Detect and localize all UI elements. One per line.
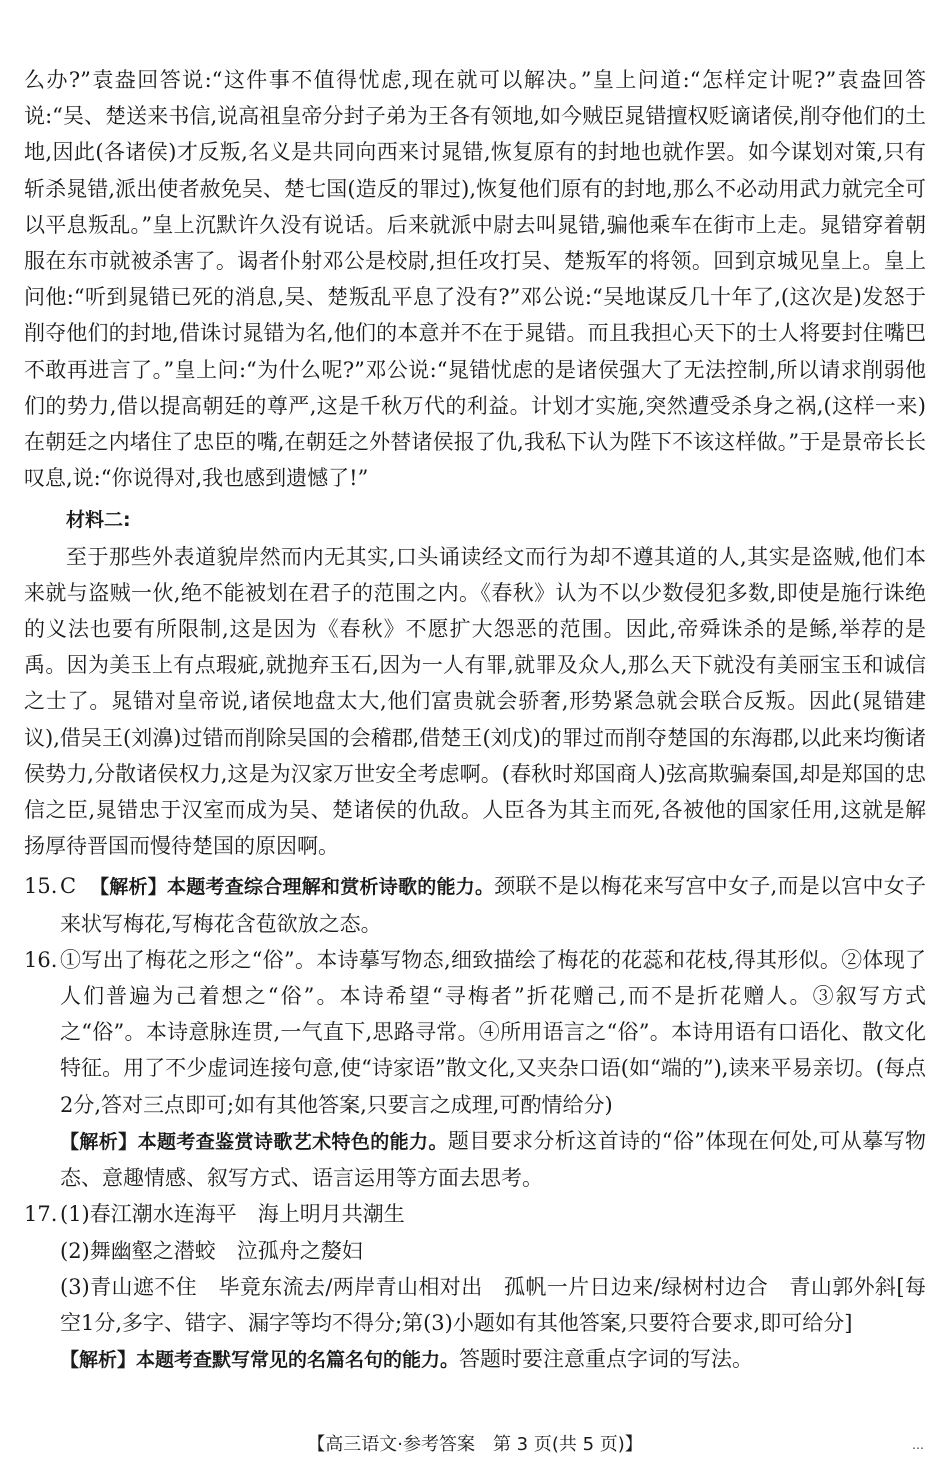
question-15-ability: 本题考查综合理解和赏析诗歌的能力。 [166, 876, 495, 899]
answer-page [24, 62, 926, 1378]
question-16-ability: 本题考查鉴赏诗歌艺术特色的能力。 [137, 1130, 448, 1153]
analysis-tag: 【解析】 [60, 1130, 138, 1153]
question-17-line-2: (2)舞幽壑之潜蛟 泣孤舟之嫠妇 [60, 1238, 363, 1263]
corner-mark: … [912, 1438, 924, 1452]
question-15-number: 15. [24, 874, 58, 899]
question-16-analysis: 题目要求分析这首诗的“俗”体现在何处,可从摹写物态、意趣情感、叙写方式、语言运用等方面去思考。 [60, 1128, 926, 1191]
question-17-line-1: (1)春江潮水连海平 海上明月共潮生 [60, 1202, 405, 1227]
material1-translation: 么办?”袁盎回答说:“这件事不值得忧虑,现在就可以解决。”皇上问道:“怎样定计呢?”袁盎回答说:“吴、楚送来书信,说高祖皇帝分封子弟为王各有领地,如今贼臣晁错擅权贬谪诸侯,削夺他们的土地,因此(各诸侯)才反叛,名义是共同向西来讨晁错,恢复原有的封地也就作罢。如今谋划对策,只有斩杀晁错,派出使者赦免吴、楚七国(造反的罪过),恢复他们原有的封地,那么不必动用武力就完全可以平息叛乱。”皇上沉默许久没有说话。后来就派中尉去叫晁错,骗他乘车在街市上走。晁错穿着朝服在东市就被杀害了。谒者仆射邓公是校尉,担任攻打吴、楚叛军的将领。回到京城见皇上。皇上问他:“听到晁错已死的消息,吴、楚叛乱平息了没有?”邓公说:“吴地谋反几十年了,(这次是)发怒于削夺他们的封地,借诛讨晁错为名,他们的本意并不在于晁错。而且我担心天下的士人将要封住嘴巴不敢再进言了。”皇上问:“为什么呢?”邓公说:“晁错忧虑的是诸侯强大了无法控制,所以请求削弱他们的势力,借以提高朝廷的尊严,这是千秋万代的利益。计划才实施,突然遭受杀身之祸,(这样一来)在朝廷之内堵住了忠臣的嘴,在朝廷之外替诸侯报了仇,我私下认为陛下不该这样做。”于是景帝长长叹息,说:“你说得对,我也感到遗憾了!” [24, 68, 926, 491]
question-16-number: 16. [24, 947, 58, 972]
question-17-number: 17. [24, 1202, 58, 1227]
question-16-answer: ①写出了梅花之形之“俗”。本诗摹写物态,细致描绘了梅花的花蕊和花枝,得其形似。②体现了人们普遍为己着想之“俗”。本诗希望“寻梅者”折花赠己,而不是折花赠人。③叙写方式之“俗”。本诗意脉连贯,一气直下,思路寻常。④所用语言之“俗”。本诗用语有口语化、散文化特征。用了不少虚词连接句意,使“诗家语”散文化,又夹杂口语(如“端的”),读来平易亲切。(每点2分,答对三点即可;如有其他答案,只要言之成理,可酌情给分) [60, 947, 926, 1117]
question-15 [24, 868, 926, 941]
question-17 [24, 1196, 926, 1378]
analysis-tag: 【解析】 [60, 1349, 137, 1372]
question-17-analysis: 答题时要注意重点字词的写法。 [459, 1347, 754, 1372]
material2-translation: 至于那些外表道貌岸然而内无其实,口头诵读经文而行为却不遵其道的人,其实是盗贼,他们本来就与盗贼一伙,绝不能被划在君子的范围之内。《春秋》认为不以少数侵犯多数,即使是施行诛绝的义法也要有所限制,这是因为《春秋》不愿扩大怨恶的范围。因此,帝舜诛杀的是鲧,举荐的是禹。因为美玉上有点瑕疵,就抛弃玉石,因为一人有罪,就罪及众人,那么天下就没有美丽宝玉和诚信之士了。晁错对皇帝说,诸侯地盘太大,他们富贵就会骄奢,形势紧急就会联合反叛。因此(晁错建议),借吴王(刘濞)过错而削除吴国的会稽郡,借楚王(刘戊)的罪过而削夺楚国的东海郡,以此来均衡诸侯势力,分散诸侯权力,这是为汉家万世安全考虑啊。(春秋时郑国商人)弦高欺骗秦国,却是郑国的忠信之臣,晁错忠于汉室而成为吴、楚诸侯的仇敌。人臣各为其主而死,各被他的国家任用,这就是解扬厚待晋国而慢待楚国的原因啊。 [24, 544, 926, 859]
page-footer: 【高三语文·参考答案 第 3 页(共 5 页)】 [307, 1434, 643, 1455]
analysis-tag: 【解析】 [89, 876, 167, 899]
question-15-answer: C [60, 874, 77, 899]
question-17-ability: 本题考查默写常见的名篇名句的能力。 [136, 1349, 460, 1372]
material2-heading: 材料二: [66, 509, 131, 532]
question-15-analysis: 颈联不是以梅花来写宫中女子,而是以宫中女子来状写梅花,写梅花含苞欲放之态。 [60, 874, 926, 936]
question-16 [24, 942, 926, 1196]
question-17-line-3: (3)青山遮不住 毕竟东流去/两岸青山相对出 孤帆一片日边来/绿树村边合 青山郭外斜[每空1分,多字、错字、漏字等均不得分;第(3)小题如有其他答案,只要符合要求,即可给分] [60, 1274, 926, 1335]
